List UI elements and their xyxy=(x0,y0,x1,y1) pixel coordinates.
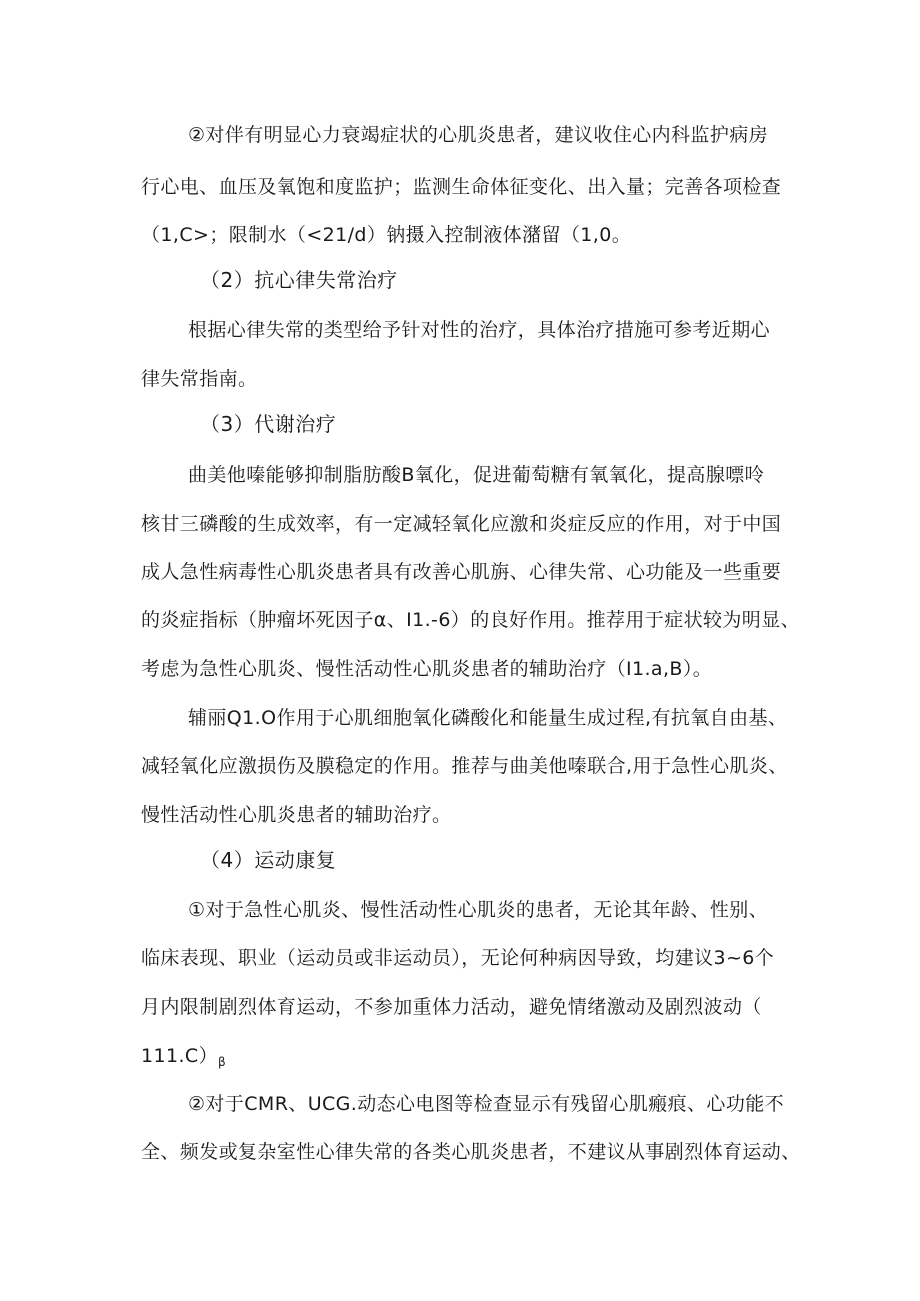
paragraph-line: ②对伴有明显心力衰竭症状的心肌炎患者，建议收住心内科监护病房 xyxy=(188,124,769,146)
paragraph-line: ②对于CMR、UCG.动态心电图等检查显示有残留心肌瘢痕、心功能不 xyxy=(188,1093,785,1115)
paragraph-line: 成人急性病毒性心肌炎患者具有改善心肌旃、心律失常、心功能及一些重要 xyxy=(141,561,782,583)
paragraph-line: ①对于急性心肌炎、慢性活动性心肌炎的患者，无论其年龄、性别、 xyxy=(188,899,769,921)
section-heading: （3）代谢治疗 xyxy=(200,412,337,436)
section-heading: （4）运动康复 xyxy=(200,848,337,872)
paragraph-line: 慢性活动性心肌炎患者的辅助治疗。 xyxy=(141,804,452,826)
paragraph-line: 核甘三磷酸的生成效率，有一定减轻氧化应激和炎症反应的作用，对于中国 xyxy=(141,513,782,535)
paragraph-line: 辅丽Q1.O作用于心肌细胞氧化磷酸化和能量生成过程,有抗氧自由基、 xyxy=(188,707,788,729)
paragraph-line: 临床表现、职业（运动员或非运动员），无论何种病因导致，均建议3~6个 xyxy=(141,947,775,969)
paragraph-line: 月内限制剧烈体育运动，不参加重体力活动，避免情绪激动及剧烈波动（ xyxy=(141,996,762,1018)
paragraph-line: 律失常指南。 xyxy=(141,368,258,390)
paragraph-line: 根据心律失常的类型给予针对性的治疗，具体治疗措施可参考近期心 xyxy=(188,319,771,341)
paragraph-line: 行心电、血压及氧饱和度监护；监测生命体征变化、出入量；完善各项检查 xyxy=(141,176,782,198)
trailing-mark: β xyxy=(217,1055,227,1069)
section-heading: （2）抗心律失常治疗 xyxy=(200,268,398,292)
paragraph-line xyxy=(141,1043,801,1075)
paragraph-line: 减轻氧化应激损伤及膜稳定的作用。推荐与曲美他嗪联合,用于急性心肌炎、 xyxy=(141,755,788,777)
paragraph-line: 考虑为急性心肌炎、慢性活动性心肌炎患者的辅助治疗（I1.a,B）。 xyxy=(141,658,713,680)
paragraph-line: 曲美他嗪能够抑制脂肪酸B氧化，促进葡萄糖有氧氧化，提高腺嘌呤 xyxy=(188,464,765,486)
paragraph-line: （1,C>；限制水（<21/d）钠摄入控制液体潴留（1,0。 xyxy=(141,224,632,246)
paragraph-line: 全、频发或复杂室性心律失常的各类心肌炎患者，不建议从事剧烈体育运动、 xyxy=(141,1141,801,1163)
citation-text: 111.C） xyxy=(141,1045,218,1067)
paragraph-line: 的炎症指标（肿瘤坏死因子α、I1.-6）的良好作用。推荐用于症状较为明显、 xyxy=(141,609,801,631)
